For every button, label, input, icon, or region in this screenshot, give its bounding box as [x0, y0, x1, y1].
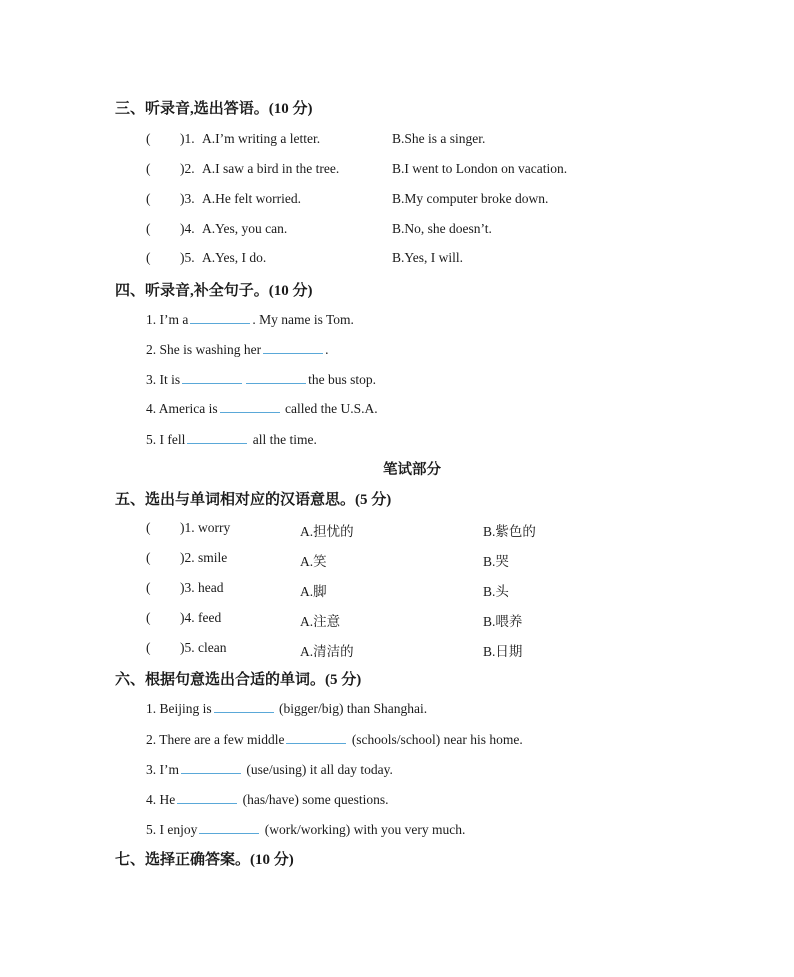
option-a: A.Yes, I do.	[202, 250, 267, 265]
option-b: B.哭	[483, 554, 509, 569]
answer-paren[interactable]: (	[146, 550, 151, 565]
s4-sentence-1: 1. I’m a . My name is Tom.	[146, 312, 354, 327]
answer-paren[interactable]: (	[146, 580, 151, 595]
fill-blank[interactable]	[220, 400, 280, 413]
fill-blank[interactable]	[286, 731, 346, 744]
option-b: B.My computer broke down.	[392, 191, 549, 206]
option-b: B.I went to London on vacation.	[392, 161, 568, 176]
fill-blank[interactable]	[199, 821, 259, 834]
section-7-title: 七、选择正确答案。(10 分)	[115, 852, 294, 868]
option-b: B.紫色的	[483, 524, 536, 539]
option-b: B.头	[483, 584, 509, 599]
fill-blank[interactable]	[181, 761, 241, 774]
answer-paren[interactable]: (	[146, 191, 151, 206]
s6-sentence-4: 4. He (has/have) some questions.	[146, 792, 389, 807]
option-a: A.担忧的	[300, 524, 354, 539]
answer-paren[interactable]: (	[146, 610, 151, 625]
written-part-heading: 笔试部分	[383, 462, 441, 478]
option-a: A.清洁的	[300, 644, 354, 659]
answer-paren[interactable]: (	[146, 221, 151, 236]
option-b: B.Yes, I will.	[392, 250, 464, 265]
option-b: B.日期	[483, 644, 523, 659]
section-6-title: 六、根据句意选出合适的单词。(5 分)	[115, 672, 362, 688]
s6-sentence-5: 5. I enjoy (work/working) with you very much.	[146, 822, 466, 837]
s6-sentence-1: 1. Beijing is (bigger/big) than Shanghai.	[146, 701, 428, 716]
answer-paren[interactable]: (	[146, 520, 151, 535]
s6-sentence-2: 2. There are a few middle (schools/school) near his home.	[146, 732, 523, 747]
fill-blank[interactable]	[263, 341, 323, 354]
option-a: A.笑	[300, 554, 327, 569]
section-5-title: 五、选出与单词相对应的汉语意思。(5 分)	[115, 492, 392, 508]
answer-paren[interactable]: (	[146, 131, 151, 146]
fill-blank[interactable]	[246, 371, 306, 384]
option-a: A.I’m writing a letter.	[202, 131, 321, 146]
option-a: A.脚	[300, 584, 327, 599]
option-a: A.Yes, you can.	[202, 221, 288, 236]
fill-blank[interactable]	[182, 371, 242, 384]
option-a: A.I saw a bird in the tree.	[202, 161, 340, 176]
answer-paren[interactable]: (	[146, 250, 151, 265]
answer-paren[interactable]: (	[146, 161, 151, 176]
fill-blank[interactable]	[187, 431, 247, 444]
s4-sentence-2: 2. She is washing her .	[146, 342, 329, 357]
s6-sentence-3: 3. I’m (use/using) it all day today.	[146, 762, 393, 777]
section-3-title: 三、听录音,选出答语。(10 分)	[115, 101, 313, 117]
s4-sentence-5: 5. I fell all the time.	[146, 432, 317, 447]
fill-blank[interactable]	[177, 791, 237, 804]
option-a: A.注意	[300, 614, 341, 629]
option-b: B.喂养	[483, 614, 523, 629]
option-b: B.She is a singer.	[392, 131, 486, 146]
fill-blank[interactable]	[190, 311, 250, 324]
section-4-title: 四、听录音,补全句子。(10 分)	[115, 283, 313, 299]
answer-paren[interactable]: (	[146, 640, 151, 655]
option-b: B.No, she doesn’t.	[392, 221, 492, 236]
fill-blank[interactable]	[214, 700, 274, 713]
s4-sentence-4: 4. America is called the U.S.A.	[146, 401, 378, 416]
option-a: A.He felt worried.	[202, 191, 301, 206]
s4-sentence-3: 3. It is the bus stop.	[146, 372, 377, 387]
